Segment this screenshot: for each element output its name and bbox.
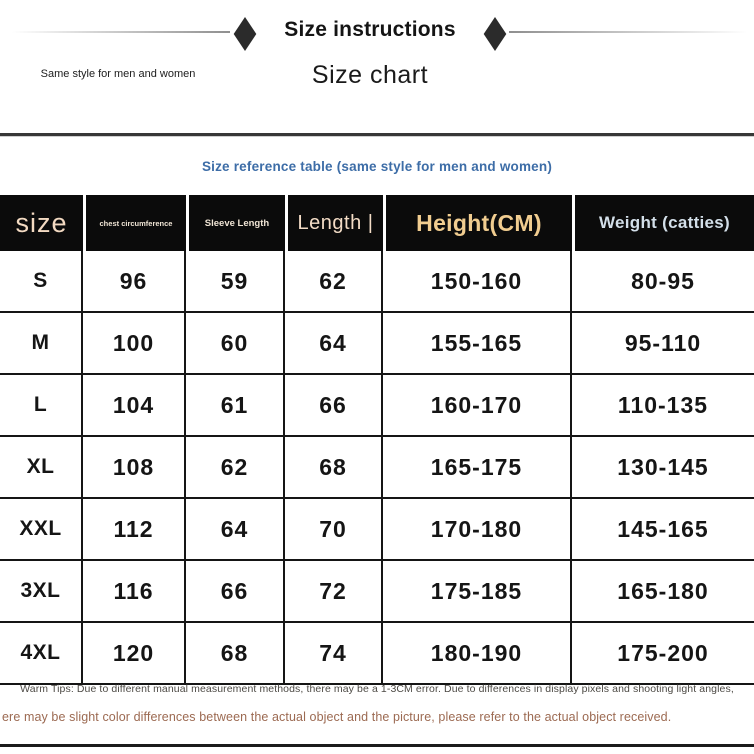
table-row	[0, 499, 754, 561]
measurement-cell: 62	[186, 437, 285, 497]
header-cell-weight	[572, 195, 754, 251]
measurement-cell: 68	[285, 437, 383, 497]
header-cell-length	[285, 195, 383, 251]
size-label-cell: L	[0, 375, 83, 435]
measurement-cell: 95-110	[624, 329, 702, 356]
size-table	[0, 195, 754, 685]
measurement-cell: 74	[285, 623, 383, 683]
measurement-cell: 170-180	[383, 499, 572, 559]
measurement-cell: 72	[285, 561, 383, 621]
measurement-cell: 175-200	[617, 639, 709, 666]
measurement-cell: 155-165	[383, 313, 572, 373]
size-label-cell: XXL	[0, 499, 83, 559]
section-title: Size chart	[311, 61, 429, 89]
measurement-cell: 64	[186, 499, 285, 559]
measurement-cell: 165-175	[383, 437, 572, 497]
measurement-cell: 66	[285, 375, 383, 435]
side-note: Same style for men and women	[40, 68, 196, 80]
bottom-rule	[0, 744, 754, 747]
size-label-cell: M	[0, 313, 83, 373]
measurement-cell: 60	[186, 313, 285, 373]
banner-rule-right	[509, 31, 747, 33]
measurement-cell: 66	[186, 561, 285, 621]
measurement-cell: 175-185	[383, 561, 572, 621]
measurement-cell: 62	[285, 251, 383, 311]
table-row	[0, 437, 754, 499]
section-divider	[0, 133, 754, 137]
header-label: Sleeve Length	[204, 217, 270, 229]
measurement-cell: 110-135	[617, 391, 709, 418]
size-label-cell: S	[0, 251, 83, 311]
warm-tips-line1: Warm Tips: Due to different manual measurement methods, there may be a 1-3CM error. Due to differences in display pixels and shooting light angles,	[20, 683, 734, 695]
banner-title: Size instructions	[284, 18, 456, 41]
table-row	[0, 313, 754, 375]
size-table-body	[0, 251, 754, 685]
warm-tips-line2: ere may be slight color differences between the actual object and the picture, please refer to the actual object received.	[2, 710, 672, 724]
header-label: Height(CM)	[416, 209, 542, 236]
measurement-cell: 108	[83, 437, 186, 497]
measurement-cell: 80-95	[631, 267, 695, 294]
size-label-cell: 4XL	[0, 623, 83, 683]
table-caption: Size reference table (same style for men and women)	[201, 159, 553, 174]
table-row	[0, 251, 754, 313]
table-row	[0, 375, 754, 437]
header-label: Length |	[297, 211, 374, 234]
measurement-cell: 68	[186, 623, 285, 683]
header-label: Weight (catties)	[598, 213, 731, 232]
measurement-cell: 100	[83, 313, 186, 373]
size-label-cell: 3XL	[0, 561, 83, 621]
measurement-cell: 150-160	[383, 251, 572, 311]
measurement-cell: 165-180	[617, 577, 709, 604]
header-cell-height	[383, 195, 572, 251]
measurement-cell: 130-145	[617, 453, 709, 480]
table-header-row	[0, 195, 754, 251]
measurement-cell: 145-165	[617, 515, 709, 542]
header-label: chest circumference	[99, 218, 173, 228]
measurement-cell: 112	[83, 499, 186, 559]
measurement-cell: 180-190	[383, 623, 572, 683]
table-row	[0, 623, 754, 685]
measurement-cell: 104	[83, 375, 186, 435]
header-label: size	[15, 207, 68, 238]
table-row	[0, 561, 754, 623]
size-label-cell: XL	[0, 437, 83, 497]
measurement-cell: 160-170	[383, 375, 572, 435]
measurement-cell: 59	[186, 251, 285, 311]
measurement-cell: 61	[186, 375, 285, 435]
header-cell-size	[0, 195, 83, 251]
header-cell-sleeve	[186, 195, 285, 251]
measurement-cell: 64	[285, 313, 383, 373]
measurement-cell: 70	[285, 499, 383, 559]
measurement-cell: 116	[83, 561, 186, 621]
header-cell-chest	[83, 195, 186, 251]
measurement-cell: 120	[83, 623, 186, 683]
measurement-cell: 96	[83, 251, 186, 311]
